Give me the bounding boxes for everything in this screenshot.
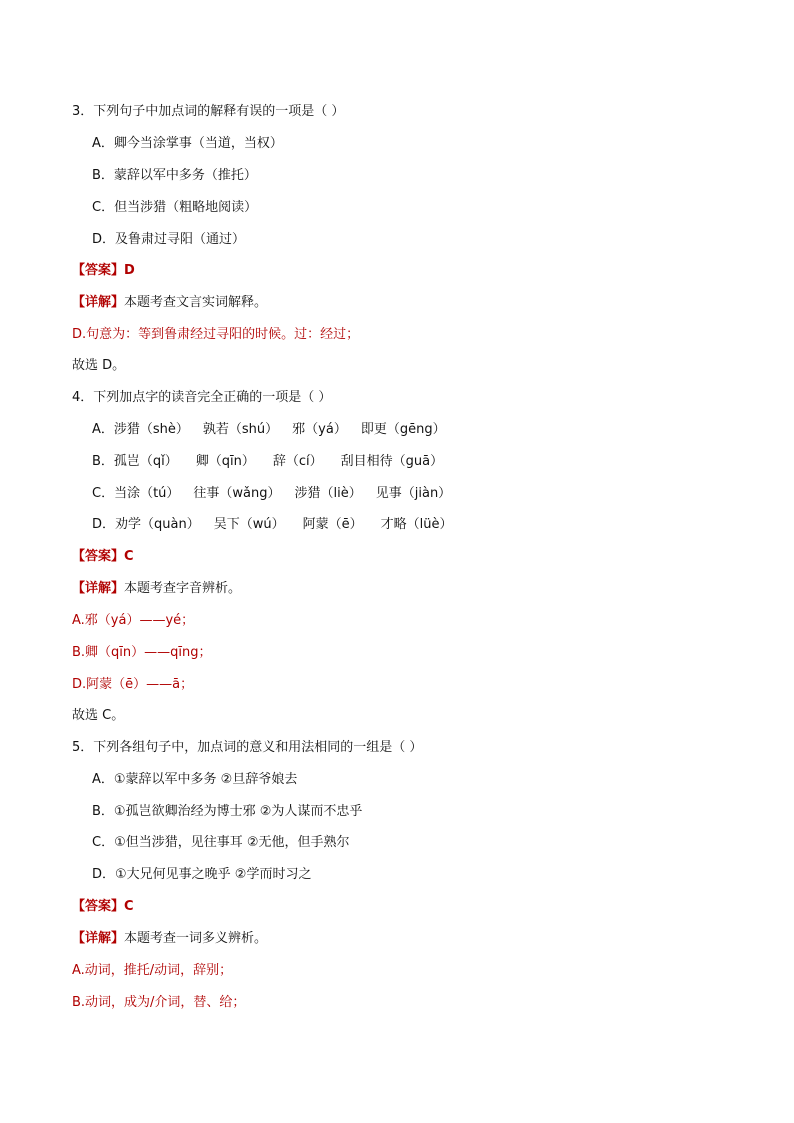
q3-option-c: C．但当涉猎（粗略地阅读） bbox=[92, 200, 258, 215]
reading-item: 往事（wǎng） bbox=[193, 486, 281, 501]
reading-item: A．涉猎（shè） bbox=[92, 422, 189, 437]
reading-item: 涉猎（liè） bbox=[294, 486, 362, 501]
q3-option-b: B．蒙辞以军中多务（推托） bbox=[92, 168, 257, 183]
q5-explain-a: A.动词，推托/动词，辞别； bbox=[72, 963, 233, 978]
reading-item: 见事（jiàn） bbox=[375, 486, 452, 501]
q3-stem: 3．下列句子中加点词的解释有误的一项是（ ） bbox=[72, 104, 345, 119]
reading-item: 阿蒙（ē） bbox=[302, 517, 363, 532]
reading-item: B．孤岂（qǐ） bbox=[92, 454, 178, 469]
reading-item: 吴下（wú） bbox=[213, 517, 285, 532]
detail-text: 本题考查文言实词解释。 bbox=[124, 295, 268, 310]
answer-tag: 【答案】 bbox=[72, 899, 125, 914]
detail-text: 本题考查字音辨析。 bbox=[124, 581, 242, 596]
answer-value: D bbox=[124, 263, 135, 278]
q5-answer bbox=[72, 898, 134, 916]
q4-answer bbox=[72, 548, 134, 566]
q4-option-a bbox=[92, 421, 446, 439]
q4-explain-a: A.邪（yá）——yé； bbox=[72, 613, 195, 628]
q3-explain-d: D.句意为：等到鲁肃经过寻阳的时候。过：经过； bbox=[72, 327, 360, 342]
q5-detail bbox=[72, 930, 267, 948]
reading-item: 才略（lüè） bbox=[380, 517, 453, 532]
q5-option-b: B．①孤岂欲卿治经为博士邪 ②为人谋而不忠乎 bbox=[92, 804, 363, 819]
q5-explain-b: B.动词，成为/介词，替、给； bbox=[72, 995, 246, 1010]
reading-item: 孰若（shú） bbox=[202, 422, 279, 437]
q4-explain-d: D.阿蒙（ē）——ā； bbox=[72, 677, 194, 692]
q4-conclusion: 故选 C。 bbox=[72, 708, 125, 723]
answer-value: C bbox=[124, 899, 134, 914]
q4-option-c bbox=[92, 485, 451, 503]
detail-tag: 【详解】 bbox=[72, 581, 125, 596]
detail-tag: 【详解】 bbox=[72, 295, 125, 310]
answer-tag: 【答案】 bbox=[72, 263, 125, 278]
reading-item: 刮目相待（guā） bbox=[340, 454, 444, 469]
answer-tag: 【答案】 bbox=[72, 549, 125, 564]
q5-option-d: D．①大兄何见事之晚乎 ②学而时习之 bbox=[92, 867, 312, 882]
q5-option-a: A．①蒙辞以军中多务 ②旦辞爷娘去 bbox=[92, 772, 298, 787]
q4-detail bbox=[72, 580, 241, 598]
q4-option-d bbox=[92, 516, 452, 534]
q5-stem: 5．下列各组句子中，加点词的意义和用法相同的一组是（ ） bbox=[72, 740, 423, 755]
reading-item: 辞（cí） bbox=[272, 454, 323, 469]
detail-text: 本题考查一词多义辨析。 bbox=[124, 931, 268, 946]
q3-detail bbox=[72, 294, 267, 312]
q5-option-c: C．①但当涉猎，见往事耳 ②无他，但手熟尔 bbox=[92, 835, 350, 850]
q4-option-b bbox=[92, 453, 443, 471]
answer-value: C bbox=[124, 549, 134, 564]
q3-option-a: A．卿今当涂掌事（当道，当权） bbox=[92, 136, 283, 151]
reading-item: 卿（qīn） bbox=[195, 454, 255, 469]
q4-explain-b: B.卿（qīn）——qīng； bbox=[72, 645, 212, 660]
reading-item: D．劝学（quàn） bbox=[92, 517, 200, 532]
q3-answer bbox=[72, 262, 135, 280]
reading-item: 邪（yá） bbox=[292, 422, 347, 437]
reading-item: 即更（gēng） bbox=[360, 422, 446, 437]
reading-item: C．当涂（tú） bbox=[92, 486, 180, 501]
q3-option-d: D．及鲁肃过寻阳（通过） bbox=[92, 232, 246, 247]
detail-tag: 【详解】 bbox=[72, 931, 125, 946]
q3-conclusion: 故选 D。 bbox=[72, 358, 126, 373]
q4-stem: 4．下列加点字的读音完全正确的一项是（ ） bbox=[72, 390, 332, 405]
